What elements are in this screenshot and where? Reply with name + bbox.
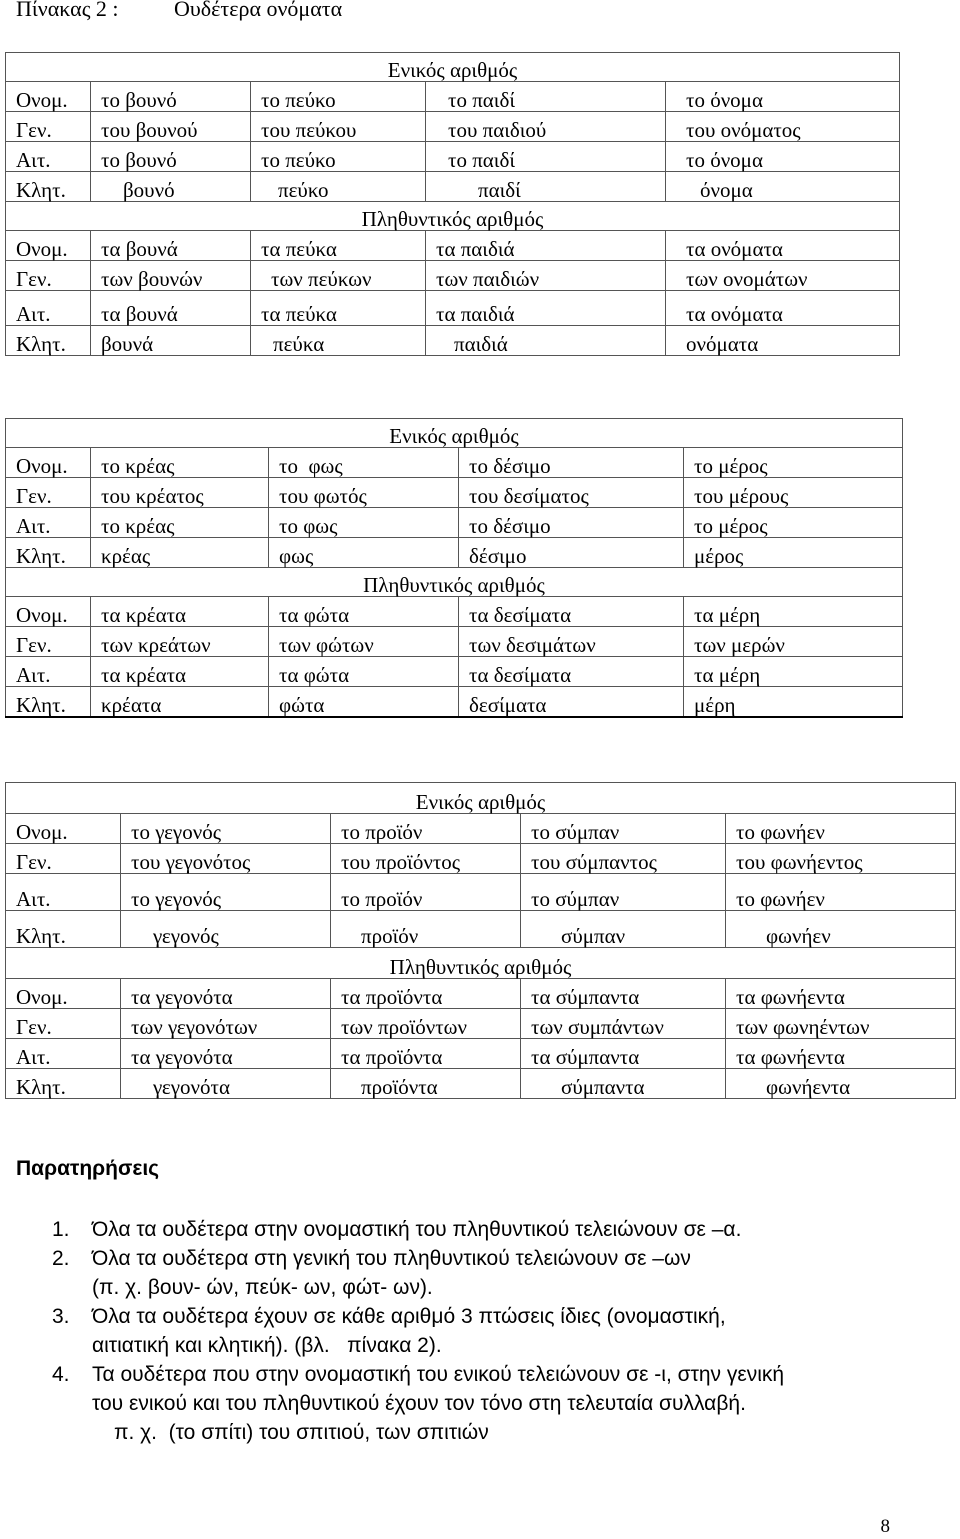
singular-header: Ενικός αριθμός [6,53,900,82]
observations-list [52,1215,784,1447]
page-number: 8 [880,1516,890,1537]
table-row: Κλητ. γεγονός προϊόν σύμπαν φωνήεν [6,911,956,948]
table-row: Ονομ. το κρέας το φως το δέσιμο το μέρος [6,448,903,478]
plural-header: Πληθυντικός αριθμός [6,948,956,979]
table-row: Κλητ. βουνό πεύκο παιδί όνομα [6,172,900,202]
singular-header: Ενικός αριθμός [6,419,903,448]
declension-table-1 [5,52,900,356]
list-item: 4. Τα ουδέτερα που στην ονομαστική του ενικού τελειώνουν σε -ι, στην γενική του ενικού και του πληθυντικού έχουν τον τόνο στη τελευταία συλλαβή. [52,1363,785,1415]
list-item: 1. Όλα τα ουδέτερα στην ονομαστική του πληθυντικού τελειώνουν σε –α. [52,1218,742,1241]
table-row: Γεν. του κρέατος του φωτός του δεσίματος του μέρους [6,478,903,508]
list-item: 3. Όλα τα ουδέτερα έχουν σε κάθε αριθμό 3 πτώσεις ίδιες (ονομαστική, αιτιατική και κλητική). (βλ. πίνακα 2). [52,1305,726,1357]
table-subtitle: Ουδέτερα ονόματα [174,0,343,21]
page-title [16,0,342,22]
plural-header: Πληθυντικός αριθμός [6,202,900,231]
table-label: Πίνακας 2 : [16,0,119,21]
plural-header: Πληθυντικός αριθμός [6,568,903,597]
table-row: Γεν. του γεγονότος του προϊόντος του σύμπαντος του φωνήεντος [6,844,956,874]
example-line: π. χ. (το σπίτι) του σπιτιού, των σπιτιών [114,1421,489,1444]
table-row: Γεν. των κρεάτων των φώτων των δεσιμάτων των μερών [6,627,903,657]
table-row: Ονομ. τα κρέατα τα φώτα τα δεσίματα τα μέρη [6,597,903,627]
declension-table-3 [5,782,956,1099]
table-row: Αιτ. το γεγονός το προϊόν το σύμπαν το φωνήεν [6,874,956,911]
table-row: Γεν. των βουνών των πεύκων των παιδιών των ονομάτων [6,261,900,291]
table-row: Ονομ. το γεγονός το προϊόν το σύμπαν το φωνήεν [6,814,956,844]
table-row: Κλητ. κρέατα φώτα δεσίματα μέρη [6,687,903,718]
table-row: Κλητ. κρέας φως δέσιμο μέρος [6,538,903,568]
table-row: Αιτ. τα βουνά τα πεύκα τα παιδιά τα ονόματα [6,291,900,326]
table-row: Κλητ. βουνά πεύκα παιδιά ονόματα [6,326,900,356]
table-row: Κλητ. γεγονότα προϊόντα σύμπαντα φωνήεντα [6,1069,956,1099]
table-row: Γεν. του βουνού του πεύκου του παιδιού του ονόματος [6,112,900,142]
observations-title: Παρατηρήσεις [16,1157,160,1180]
table-row: Αιτ. το κρέας το φως το δέσιμο το μέρος [6,508,903,538]
table-row: Αιτ. τα κρέατα τα φώτα τα δεσίματα τα μέρη [6,657,903,687]
declension-table-2 [5,418,903,718]
table-row: Ονομ. τα γεγονότα τα προϊόντα τα σύμπαντα τα φωνήεντα [6,979,956,1009]
list-item: 2. Όλα τα ουδέτερα στη γενική του πληθυντικού τελειώνουν σε –ων (π. χ. βουν- ών, πεύκ- ων, φώτ- ων). [52,1247,691,1299]
table-row: Ονομ. το βουνό το πεύκο το παιδί το όνομα [6,82,900,112]
table-row: Αιτ. τα γεγονότα τα προϊόντα τα σύμπαντα τα φωνήεντα [6,1039,956,1069]
table-row: Ονομ. τα βουνά τα πεύκα τα παιδιά τα ονόματα [6,231,900,261]
table-row: Αιτ. το βουνό το πεύκο το παιδί το όνομα [6,142,900,172]
table-row: Γεν. των γεγονότων των προϊόντων των συμπάντων των φωνηέντων [6,1009,956,1039]
singular-header: Ενικός αριθμός [6,783,956,814]
